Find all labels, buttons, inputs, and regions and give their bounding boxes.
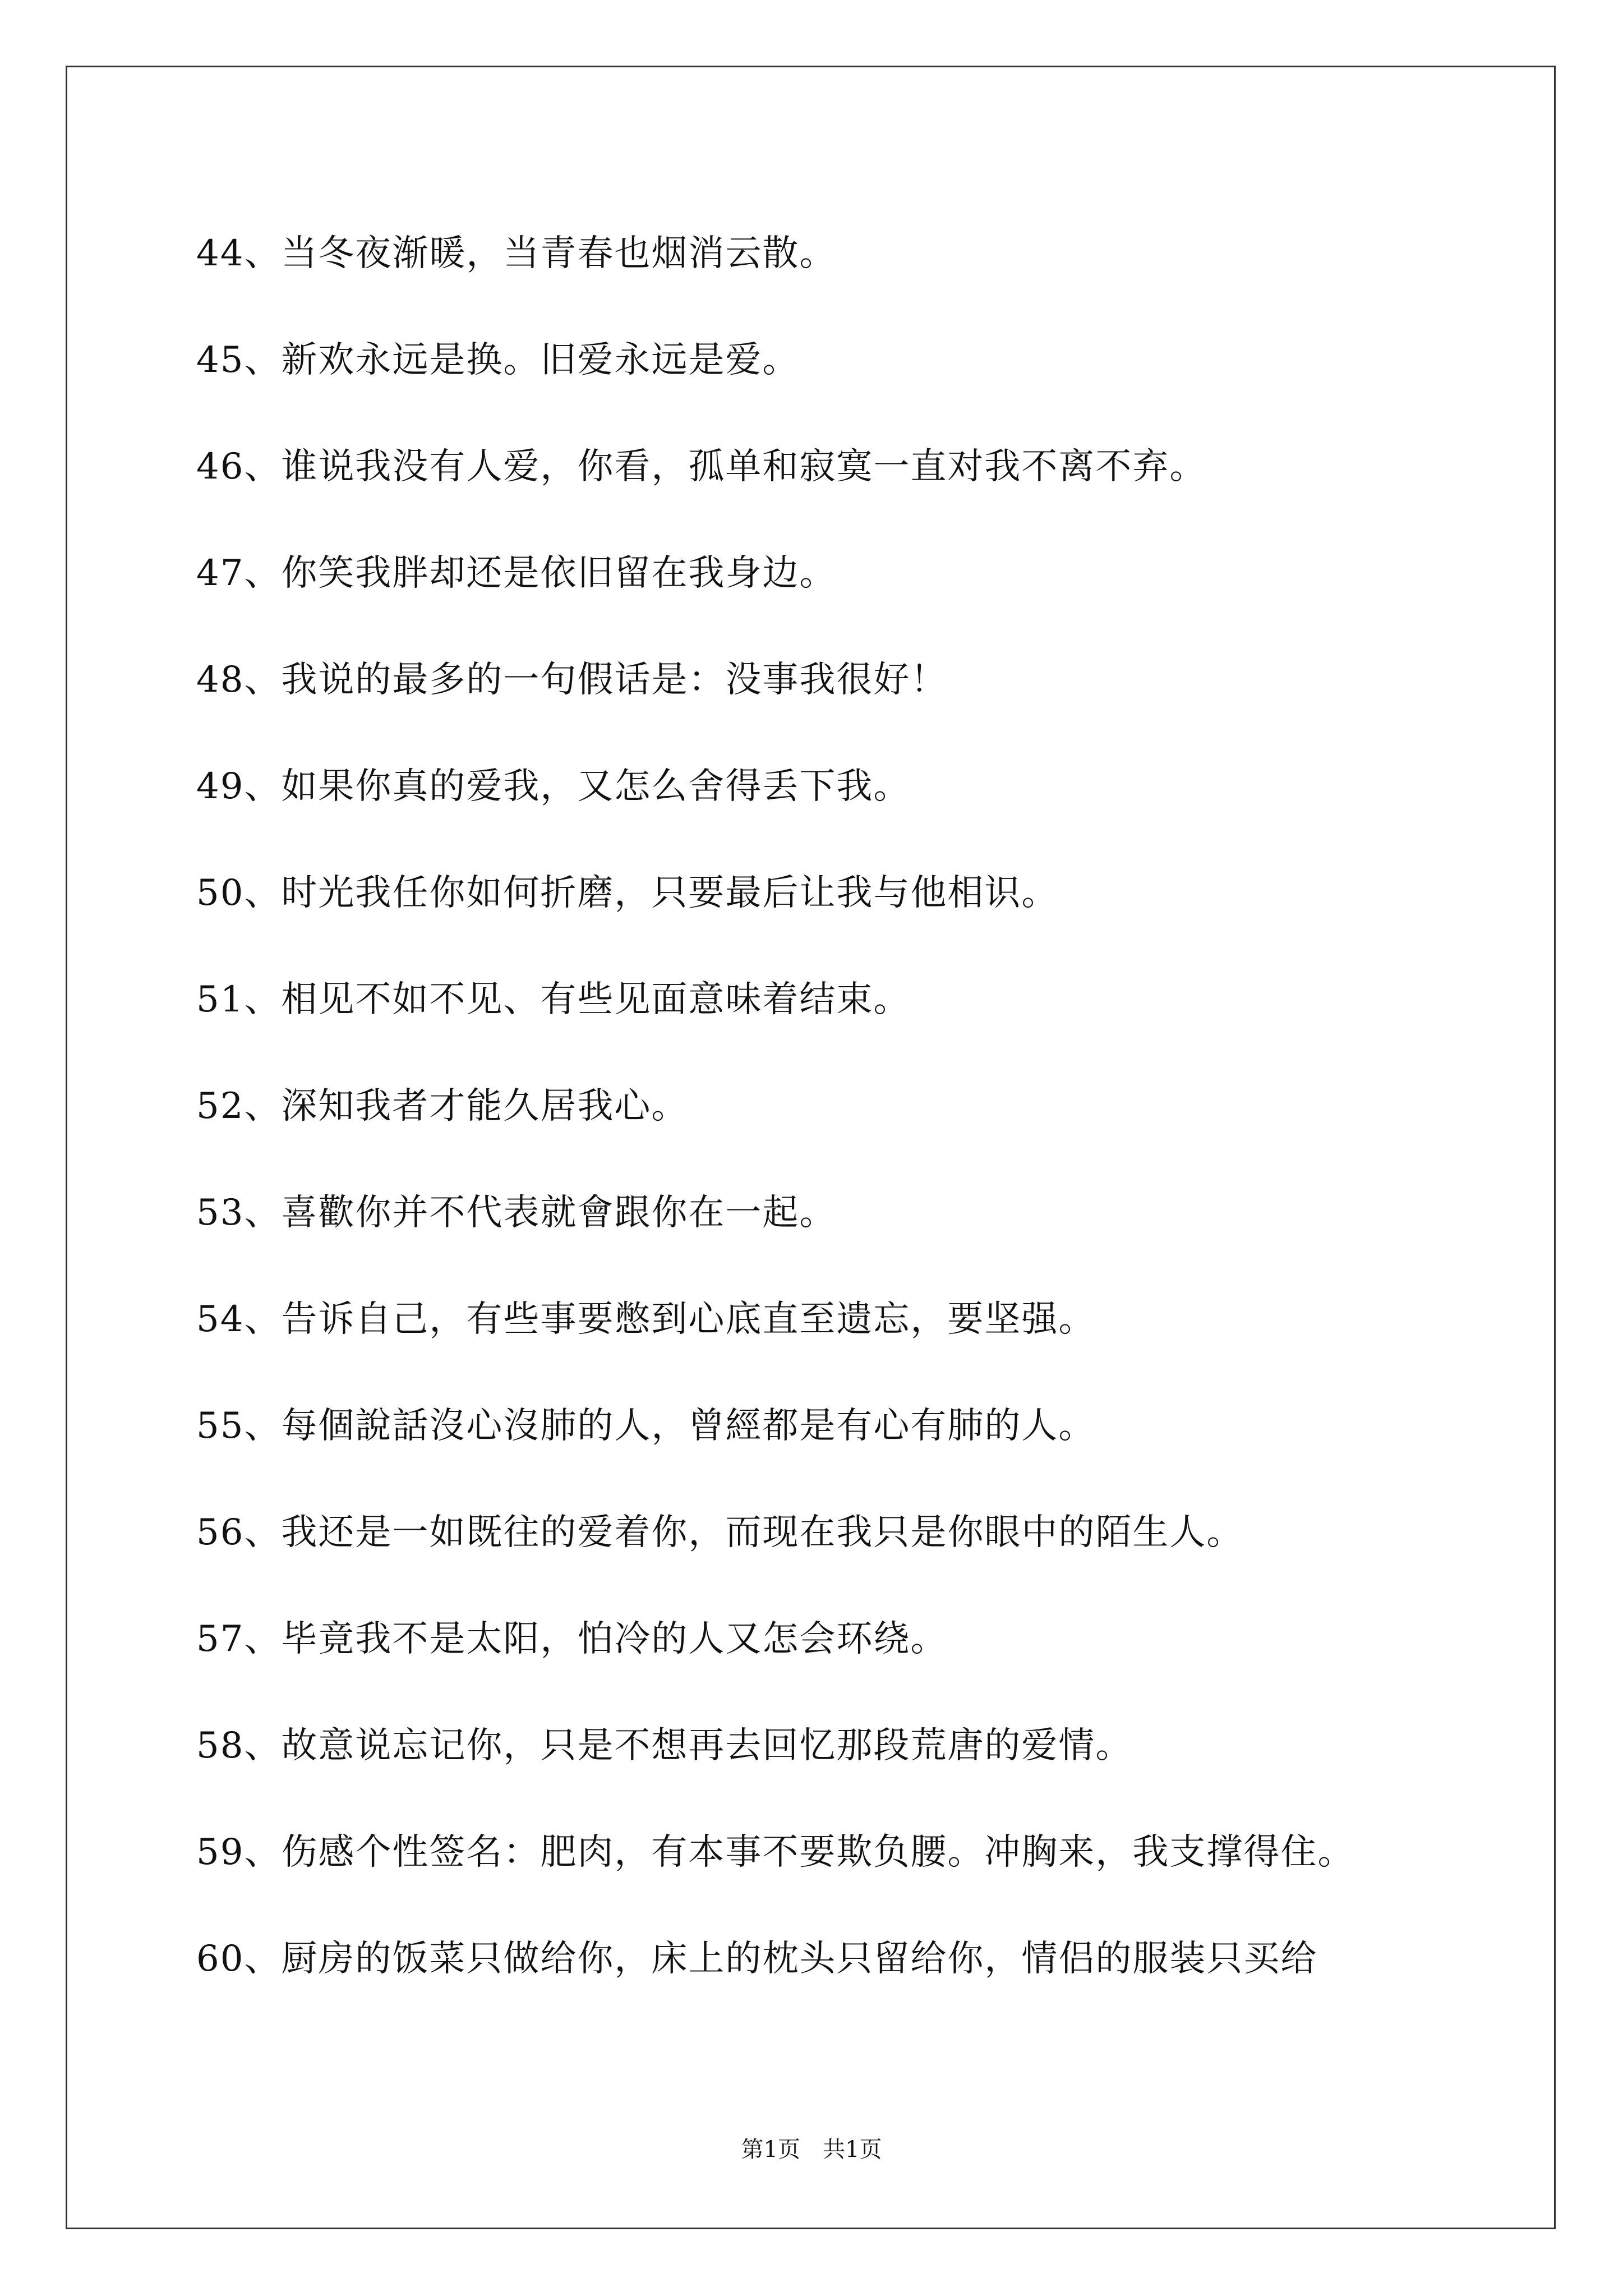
text-line: 44、当冬夜渐暖，当青春也烟消云散。 bbox=[196, 233, 837, 274]
text-line: 50、时光我任你如何折磨，只要最后让我与他相识。 bbox=[196, 872, 1059, 914]
text-line: 52、深知我者才能久居我心。 bbox=[196, 1085, 689, 1127]
page-footer bbox=[0, 2138, 1623, 2161]
text-line: 51、相见不如不见、有些见面意味着结束。 bbox=[196, 979, 911, 1020]
text-line: 60、厨房的饭菜只做给你，床上的枕头只留给你，情侣的服装只买给 bbox=[196, 1938, 1318, 1980]
page-border bbox=[66, 66, 1556, 2229]
page-number-current: 第1页 bbox=[741, 2137, 800, 2162]
text-line: 47、你笑我胖却还是依旧留在我身边。 bbox=[196, 553, 837, 594]
text-line: 46、谁说我没有人爱，你看，孤单和寂寞一直对我不离不弃。 bbox=[196, 446, 1207, 487]
text-line: 55、每個說話沒心沒肺的人，曾經都是有心有肺的人。 bbox=[196, 1405, 1096, 1447]
text-line: 45、新欢永远是换。旧爱永远是爱。 bbox=[196, 339, 800, 381]
text-line: 49、如果你真的爱我，又怎么舍得丢下我。 bbox=[196, 766, 911, 807]
text-line: 48、我说的最多的一句假话是：没事我很好！ bbox=[196, 659, 948, 701]
page-number-total: 共1页 bbox=[823, 2137, 882, 2162]
text-line: 54、告诉自己，有些事要憋到心底直至遗忘，要坚强。 bbox=[196, 1299, 1096, 1340]
text-line: 56、我还是一如既往的爱着你，而现在我只是你眼中的陌生人。 bbox=[196, 1512, 1244, 1553]
text-line: 58、故意说忘记你，只是不想再去回忆那段荒唐的爱情。 bbox=[196, 1725, 1133, 1766]
text-line: 53、喜歡你并不代表就會跟你在一起。 bbox=[196, 1192, 837, 1234]
text-line: 57、毕竟我不是太阳，怕冷的人又怎会环绕。 bbox=[196, 1618, 948, 1660]
text-line: 59、伤感个性签名：肥肉，有本事不要欺负腰。冲胸来，我支撑得住。 bbox=[196, 1832, 1355, 1873]
